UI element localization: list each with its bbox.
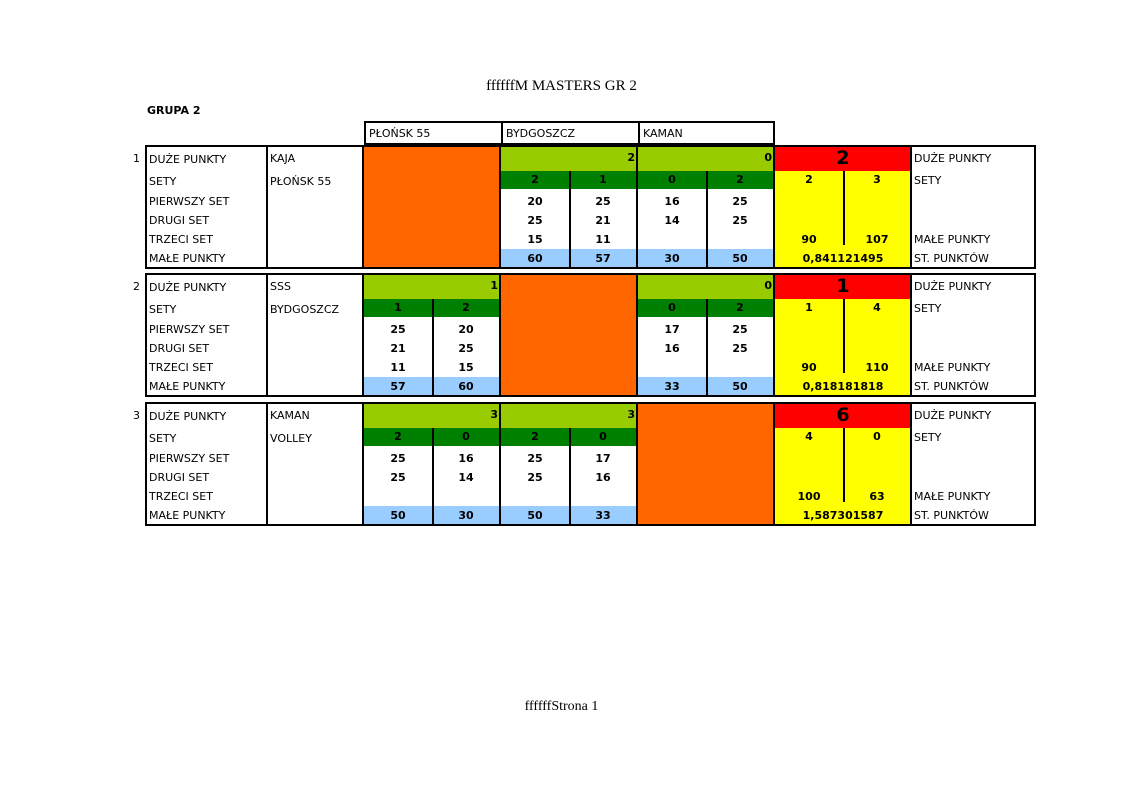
column-border [145,145,147,269]
column-header: KAMAN [638,121,775,145]
right-label: MAŁE PUNKTY [914,233,991,246]
row-label: PIERWSZY SET [149,452,230,465]
score-value: 25 [527,214,543,227]
summary-small-points: 100 [797,490,821,503]
column-border [499,273,501,397]
score-value: 25 [527,452,543,465]
summary-small-points: 90 [801,233,817,246]
summary-small-points: 90 [801,361,817,374]
row-label: SETY [149,303,177,316]
score-value: 25 [458,342,474,355]
block-top-border [145,145,1035,147]
score-value: 50 [732,380,748,393]
column-border [145,402,147,526]
score-value: 25 [390,452,406,465]
row-label: SETY [149,432,177,445]
score-value: 16 [458,452,474,465]
block-top-border [145,402,1035,404]
row-label: MAŁE PUNKTY [149,380,226,393]
score-value: 50 [732,252,748,265]
column-border [266,402,268,526]
score-value: 50 [527,509,543,522]
team-number: 2 [133,280,140,293]
score-value: 15 [527,233,543,246]
score-value: 14 [458,471,474,484]
score-value: 25 [390,323,406,336]
score-value: 2 [462,301,470,314]
right-label: SETY [914,174,942,187]
score-value: 21 [390,342,406,355]
column-border [773,145,775,269]
column-border [362,145,364,269]
score-value: 30 [664,252,680,265]
score-value: 50 [390,509,406,522]
score-value: 25 [732,323,748,336]
column-border [145,273,147,397]
column-border [1034,402,1036,526]
score-value: 25 [390,471,406,484]
score-value: 60 [527,252,543,265]
summary-sets: 2 [805,173,813,186]
group-label: GRUPA 2 [147,104,201,117]
summary-sets: 4 [873,301,881,314]
summary-ratio: 1,587301587 [802,509,884,522]
column-border [266,145,268,269]
column-border [499,402,501,526]
column-border [636,273,638,397]
score-value: 2 [736,173,744,186]
score-value: 1 [394,301,402,314]
score-value: 0 [668,301,676,314]
column-border [636,145,638,269]
column-border [773,273,775,397]
summary-small-points: 110 [865,361,889,374]
row-label: TRZECI SET [149,361,213,374]
column-border [1034,145,1036,269]
score-value: 30 [458,509,474,522]
summary-small-points: 63 [869,490,885,503]
row-label: MAŁE PUNKTY [149,252,226,265]
row-label: PIERWSZY SET [149,323,230,336]
right-label: DUŻE PUNKTY [914,152,992,165]
summary-points: 1 [836,275,850,297]
score-value: 57 [390,380,406,393]
right-label: SETY [914,302,942,315]
header-right-border [773,121,775,145]
score-value: 25 [595,195,611,208]
score-value: 60 [458,380,474,393]
column-border [636,402,638,526]
match-points: 0 [764,279,772,292]
score-value: 1 [599,173,607,186]
score-value: 2 [531,173,539,186]
row-label: PIERWSZY SET [149,195,230,208]
row-label: TRZECI SET [149,233,213,246]
score-value: 33 [595,509,611,522]
team-subname: PŁOŃSK 55 [270,175,332,188]
score-value: 25 [732,342,748,355]
score-value: 11 [595,233,611,246]
self-match-cell [364,145,501,268]
right-label: ST. PUNKTÓW [914,252,989,265]
self-match-cell [501,273,638,396]
score-value: 15 [458,361,474,374]
row-label: DUŻE PUNKTY [149,152,227,166]
self-match-cell [638,402,775,525]
column-border [773,402,775,526]
match-points: 0 [764,151,772,164]
match-points: 1 [490,279,498,292]
score-value: 2 [736,301,744,314]
team-subname: BYDGOSZCZ [270,303,340,316]
summary-sets: 1 [805,301,813,314]
row-label: DRUGI SET [149,214,210,227]
team-name: KAMAN [270,409,310,422]
score-value: 0 [599,430,607,443]
team-subname: VOLLEY [270,432,312,445]
score-value: 0 [462,430,470,443]
score-value: 16 [664,195,680,208]
summary-sets: 4 [805,430,813,443]
row-label: SETY [149,175,177,188]
summary-sets: 0 [873,430,881,443]
team-name: KAJA [270,152,296,165]
score-value: 21 [595,214,611,227]
summary-points: 2 [836,147,850,169]
summary-ratio: 0,818181818 [802,380,884,393]
score-value: 33 [664,380,680,393]
team-number: 1 [133,152,140,165]
block-bottom-border [145,524,1035,526]
row-label: DRUGI SET [149,342,210,355]
summary-ratio: 0,841121495 [802,252,884,265]
row-label: DUŻE PUNKTY [149,409,227,423]
column-border [266,273,268,397]
team-number: 3 [133,409,140,422]
score-value: 17 [595,452,611,465]
column-header: BYDGOSZCZ [501,121,638,145]
right-label: MAŁE PUNKTY [914,490,991,503]
right-label: ST. PUNKTÓW [914,380,989,393]
right-label: ST. PUNKTÓW [914,509,989,522]
score-value: 20 [527,195,543,208]
score-value: 16 [664,342,680,355]
summary-small-points: 107 [865,233,889,246]
column-border [1034,273,1036,397]
score-value: 25 [527,471,543,484]
block-top-border [145,273,1035,275]
team-name: SSS [270,280,291,293]
column-border [910,273,912,397]
score-value: 17 [664,323,680,336]
score-value: 14 [664,214,680,227]
column-header: PŁOŃSK 55 [364,121,501,145]
block-bottom-border [145,395,1035,397]
column-border [362,402,364,526]
score-value: 57 [595,252,611,265]
right-label: DUŻE PUNKTY [914,409,992,422]
summary-sets: 3 [873,173,881,186]
summary-points: 6 [836,404,850,426]
right-label: MAŁE PUNKTY [914,361,991,374]
score-value: 2 [394,430,402,443]
score-value: 16 [595,471,611,484]
right-label: DUŻE PUNKTY [914,280,992,293]
match-points: 3 [627,408,635,421]
score-value: 11 [390,361,406,374]
row-label: DUŻE PUNKTY [149,280,227,294]
page-title: ffffffM MASTERS GR 2 [486,78,637,94]
match-points: 2 [627,151,635,164]
column-border [499,145,501,269]
score-value: 0 [668,173,676,186]
row-label: DRUGI SET [149,471,210,484]
right-label: SETY [914,431,942,444]
match-points: 3 [490,408,498,421]
row-label: TRZECI SET [149,490,213,503]
score-value: 20 [458,323,474,336]
page-footer: ffffffStrona 1 [524,699,599,714]
column-border [910,145,912,269]
column-border [362,273,364,397]
score-value: 2 [531,430,539,443]
column-border [910,402,912,526]
row-label: MAŁE PUNKTY [149,509,226,522]
block-bottom-border [145,267,1035,269]
score-value: 25 [732,214,748,227]
score-value: 25 [732,195,748,208]
